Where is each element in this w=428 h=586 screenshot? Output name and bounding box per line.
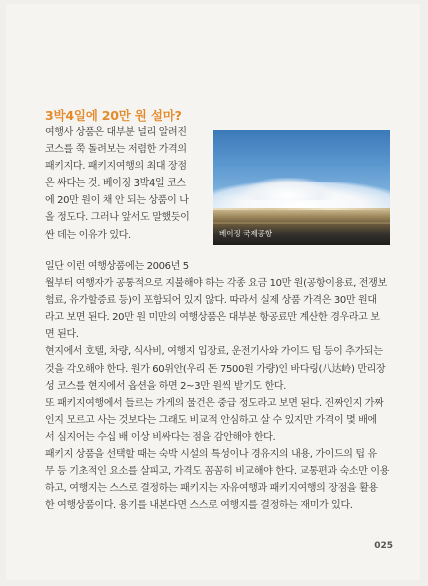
- body-line: 것을 각오해야 한다. 원가 60위안(우리 돈 7500원 가량)인 바다링(八达岭) 만리장: [45, 363, 386, 375]
- intro-line: 올 정도다. 그러나 앞서도 말했듯이: [45, 212, 190, 224]
- photo-window-line: [213, 222, 390, 224]
- body-line: 성 코스를 현지에서 옵션을 하면 2~3만 원씩 받기도 한다.: [45, 380, 287, 392]
- body-line: 험료, 유가할증료 등)이 포함되어 있지 않다. 따라서 실제 상품 가격은 30만 원대: [45, 295, 377, 307]
- photo-cloud-small: [243, 178, 333, 200]
- intro-line: 싼 데는 이유가 있다.: [45, 229, 131, 241]
- intro-line: 에 20만 원이 채 안 되는 상품이 나: [45, 195, 189, 207]
- body-line: 면 된다.: [45, 329, 79, 341]
- intro-line: 은 싸다는 것. 베이징 3박4일 코스: [45, 178, 186, 190]
- body-line: 패키지 상품을 선택할 때는 숙박 시설의 특성이나 경유지의 내용, 가이드의 팁 유: [45, 449, 377, 461]
- page-number: 025: [374, 541, 393, 551]
- body-line: 월부터 여행자가 공통적으로 지불해야 하는 각종 요금 10만 원(공항이용료, 전쟁보: [45, 278, 387, 290]
- body-line: 한 여행상품이다. 용기를 내본다면 스스로 여행지를 결정하는 재미가 있다.: [45, 500, 353, 512]
- body-line: 하고, 여행지는 스스로 결정하는 패키지는 자유여행과 패키지여행의 장점을 활용: [45, 483, 378, 495]
- body-line: 또 패키지여행에서 들르는 가게의 물건은 중급 정도라고 보면 된다. 진짜인지 가짜: [45, 397, 384, 409]
- body-text: [45, 258, 395, 514]
- body-line: 서 심지어는 수십 배 이상 비싸다는 점을 감안해야 한다.: [45, 431, 276, 443]
- intro-line: 코스를 쭉 돌려보는 저렴한 가격의: [45, 144, 187, 156]
- body-line: 라고 보면 된다. 20만 원 미만의 여행상품은 대부분 항공료만 계산한 경우라고 보: [45, 312, 380, 324]
- body-line: 인지 모르고 사는 것보다는 그래도 비교적 안심하고 살 수 있지만 가격이 몇 배에: [45, 414, 377, 426]
- intro-paragraph: [45, 124, 205, 244]
- body-line: 일단 이런 여행상품에는 2006년 5: [45, 261, 189, 272]
- section-heading: 3박4일에 20만 원 설마?: [45, 108, 182, 123]
- body-line: 현지에서 호텔, 차량, 식사비, 여행지 입장료, 운전기사와 가이드 팁 등이 추가되는: [45, 346, 383, 358]
- airport-photo: [213, 130, 390, 245]
- intro-line: 여행사 상품은 대부분 널리 알려진: [45, 127, 187, 138]
- photo-caption: 베이징 국제공항: [219, 229, 273, 238]
- intro-line: 패키지다. 패키지여행의 최대 장점: [45, 161, 187, 173]
- body-line: 무 등 기초적인 요소를 살피고, 가격도 꼼꼼히 비교해야 한다. 교통편과 숙소만 이용: [45, 466, 390, 478]
